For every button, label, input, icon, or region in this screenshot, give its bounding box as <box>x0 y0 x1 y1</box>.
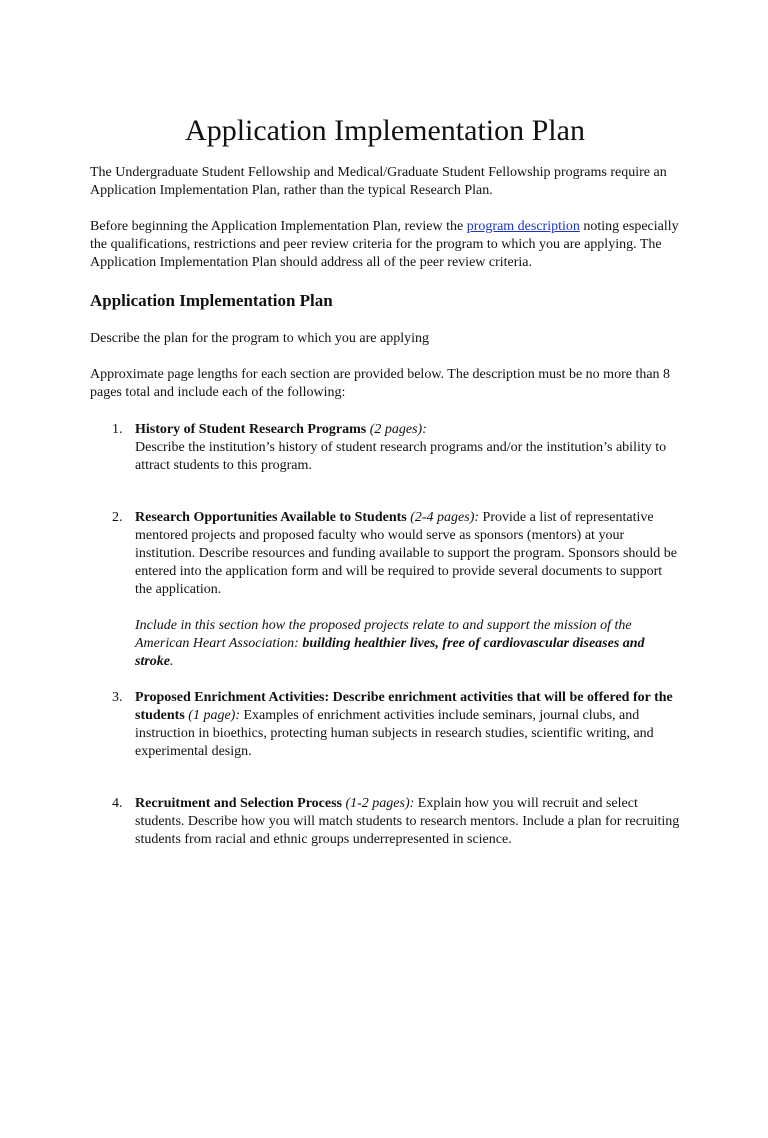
list-item-title: History of Student Research Programs <box>135 422 367 437</box>
intro-paragraph-1: The Undergraduate Student Fellowship and Medical/Graduate Student Fellowship programs require an Application Implementation Plan, rather than the typical Research Plan. <box>90 165 667 198</box>
list-item-pages: (1 page): <box>184 708 240 723</box>
list-item <box>90 795 680 849</box>
list-item-number: 3. <box>112 690 123 705</box>
list-item-content <box>135 421 680 475</box>
intro-paragraph-2-start: Before beginning the Application Implementation Plan, review the <box>90 219 467 234</box>
list-item <box>90 421 680 475</box>
describe-plan-text: Describe the plan for the program to which you are applying <box>90 331 430 346</box>
list-item-pages: (2-4 pages): <box>406 510 480 525</box>
list-item-pages: (1-2 pages): <box>341 796 415 811</box>
list-item-title: Recruitment and Selection Process <box>135 796 342 811</box>
list-item-title: Proposed Enrichment Activities: Describe enrichment activities that will be offered for the students <box>135 690 673 723</box>
list-item <box>90 689 680 761</box>
mission-note-text: Include in this section how the proposed projects relate to and support the mission of the American Heart Association: <box>135 618 632 651</box>
requirements-list <box>90 421 680 849</box>
list-item-pages: (2 pages): <box>366 422 427 437</box>
section-heading: Application Implementation Plan <box>90 291 333 310</box>
mission-note <box>135 617 680 671</box>
intro-paragraph-2 <box>90 218 680 272</box>
page-title: Application Implementation Plan <box>185 114 585 147</box>
list-item-content <box>135 509 680 599</box>
document-page <box>0 114 768 1138</box>
list-item-number: 2. <box>112 510 123 525</box>
list-item-number: 1. <box>112 422 123 437</box>
intro-paragraph-2-end: noting especially the qualifications, restrictions and peer review criteria for the program to which you are applying. The Application Implementation Plan should address all of the peer review criteria. <box>90 219 679 270</box>
list-item-content <box>135 689 680 761</box>
list-item-title: Research Opportunities Available to Students <box>135 510 407 525</box>
list-item <box>90 509 680 671</box>
list-item-number: 4. <box>112 796 123 811</box>
list-item-body: Provide a list of representative mentored projects and proposed faculty who would serve as sponsors (mentors) at your institution. Describe resources and funding available to support the program. Sponsors should be entered into the application form and will be required to provide several documents to support the application. <box>135 510 678 597</box>
list-item-body: Explain how you will recruit and select students. Describe how you will match students to research mentors. Include a plan for recruiting students from racial and ethnic groups underrepresented in science. <box>135 796 680 847</box>
list-item-body: Describe the institution’s history of student research programs and/or the institution’s ability to attract students to this program. <box>135 440 667 473</box>
mission-statement: building healthier lives, free of cardiovascular diseases and stroke <box>135 636 645 669</box>
program-description-link[interactable]: program description <box>466 219 580 234</box>
mission-note-end: . <box>170 654 174 669</box>
list-item-body: Examples of enrichment activities include seminars, journal clubs, and instruction in bioethics, protecting human subjects in research studies, scientific writing, and experimental design. <box>135 708 654 759</box>
page-length-instructions: Approximate page lengths for each section are provided below. The description must be no more than 8 pages total and include each of the following: <box>90 367 671 400</box>
list-item-content <box>135 795 680 849</box>
